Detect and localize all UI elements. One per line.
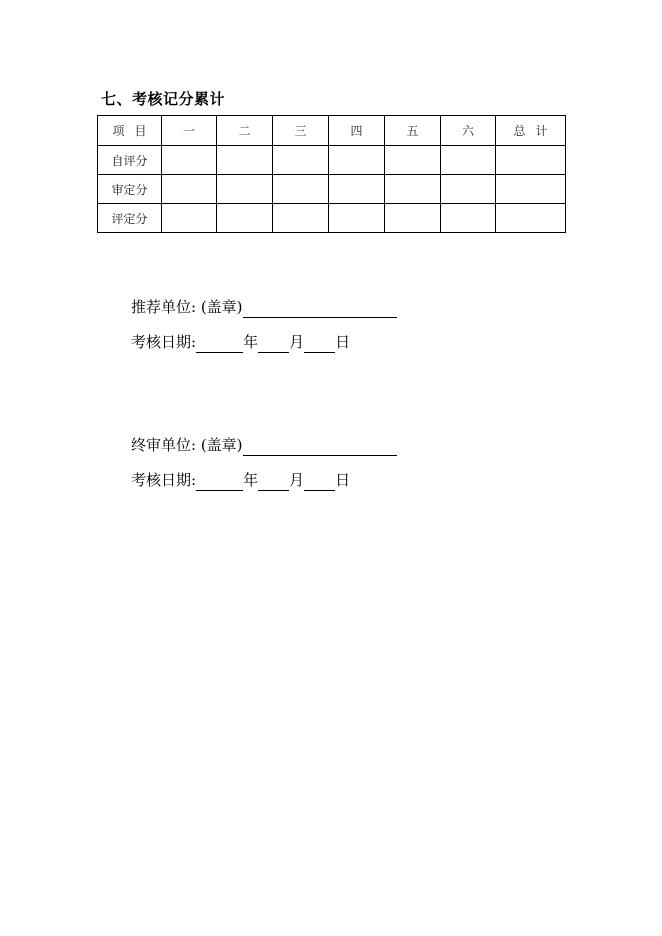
score-cell-total[interactable] xyxy=(496,146,566,175)
recommend-unit-field[interactable] xyxy=(243,299,397,318)
table-header-row xyxy=(98,116,566,146)
score-cell[interactable] xyxy=(441,146,496,175)
header-cell-item: 项目 xyxy=(98,116,162,146)
score-cell[interactable] xyxy=(217,175,273,204)
score-cell[interactable] xyxy=(162,146,217,175)
section-title: 七、考核记分累计 xyxy=(101,90,226,108)
score-cell[interactable] xyxy=(273,204,329,233)
score-cell[interactable] xyxy=(273,175,329,204)
header-cell-5: 五 xyxy=(385,116,441,146)
header-cell-4: 四 xyxy=(329,116,385,146)
month-suffix: 月 xyxy=(289,471,305,489)
score-cell[interactable] xyxy=(162,204,217,233)
final-review-unit-label: 终审单位: (盖章) xyxy=(131,436,243,454)
score-cell-total[interactable] xyxy=(496,175,566,204)
year-suffix: 年 xyxy=(243,471,259,489)
final-review-date-line xyxy=(131,469,397,491)
score-cell[interactable] xyxy=(329,146,385,175)
header-cell-1: 一 xyxy=(162,116,217,146)
recommend-block xyxy=(131,296,397,353)
recommend-unit-label: 推荐单位: (盖章) xyxy=(131,298,243,316)
final-review-month-field[interactable] xyxy=(258,472,289,491)
header-cell-6: 六 xyxy=(441,116,496,146)
score-cell[interactable] xyxy=(329,175,385,204)
score-cell-total[interactable] xyxy=(496,204,566,233)
recommend-unit-line xyxy=(131,296,397,318)
day-suffix: 日 xyxy=(335,471,351,489)
score-cell[interactable] xyxy=(217,204,273,233)
header-cell-2: 二 xyxy=(217,116,273,146)
recommend-date-line xyxy=(131,331,397,353)
final-review-year-field[interactable] xyxy=(196,472,243,491)
row-label: 评定分 xyxy=(98,204,162,233)
table-row-approved-score xyxy=(98,175,566,204)
recommend-month-field[interactable] xyxy=(258,334,289,353)
recommend-year-field[interactable] xyxy=(196,334,243,353)
table-row-evaluated-score xyxy=(98,204,566,233)
score-cell[interactable] xyxy=(441,175,496,204)
row-label: 自评分 xyxy=(98,146,162,175)
score-cell[interactable] xyxy=(329,204,385,233)
final-review-day-field[interactable] xyxy=(304,472,335,491)
score-cell[interactable] xyxy=(385,204,441,233)
final-review-unit-line xyxy=(131,434,397,456)
score-table xyxy=(97,115,566,233)
final-review-unit-field[interactable] xyxy=(243,437,397,456)
score-cell[interactable] xyxy=(273,146,329,175)
table-row-self-score xyxy=(98,146,566,175)
final-review-date-label: 考核日期: xyxy=(131,471,197,489)
header-cell-3: 三 xyxy=(273,116,329,146)
day-suffix: 日 xyxy=(335,333,351,351)
year-suffix: 年 xyxy=(243,333,259,351)
score-cell[interactable] xyxy=(385,175,441,204)
row-label: 审定分 xyxy=(98,175,162,204)
score-cell[interactable] xyxy=(385,146,441,175)
recommend-day-field[interactable] xyxy=(304,334,335,353)
score-cell[interactable] xyxy=(217,146,273,175)
month-suffix: 月 xyxy=(289,333,305,351)
header-cell-total: 总计 xyxy=(496,116,566,146)
score-cell[interactable] xyxy=(441,204,496,233)
final-review-block xyxy=(131,434,397,491)
score-cell[interactable] xyxy=(162,175,217,204)
recommend-date-label: 考核日期: xyxy=(131,333,197,351)
